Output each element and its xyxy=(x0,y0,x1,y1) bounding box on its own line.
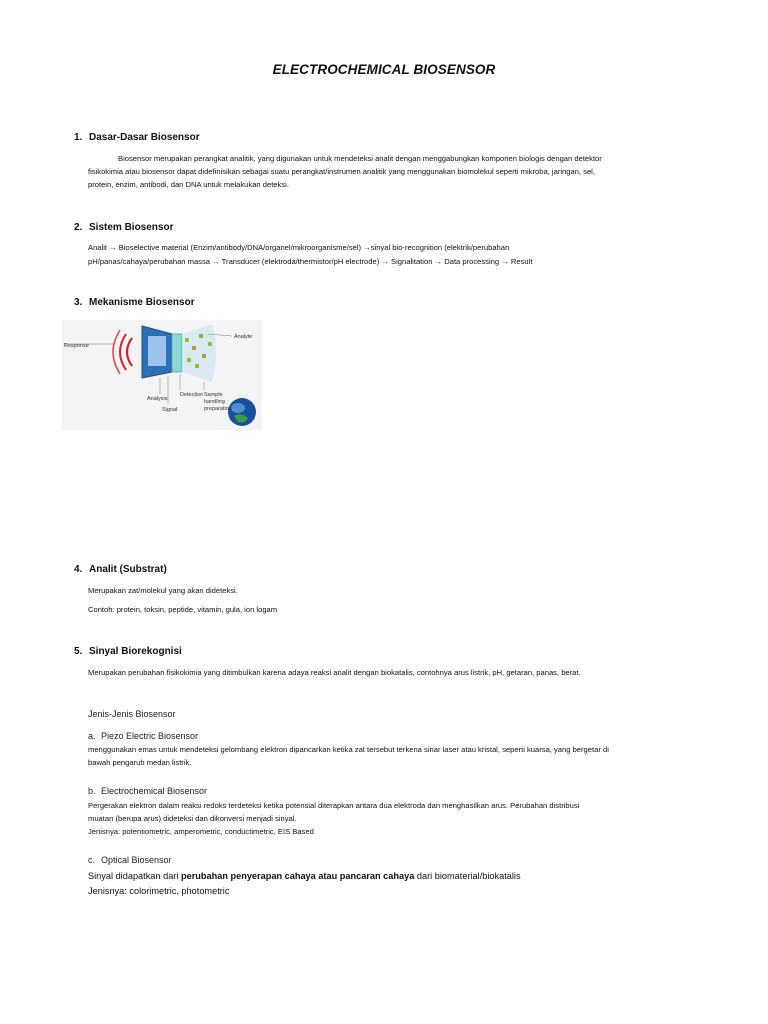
section-number: 5. xyxy=(74,646,83,657)
section-4-line-2: Contoh: protein, toksin, peptide, vitamin, gula, ion logam xyxy=(88,605,278,614)
section-number: 4. xyxy=(74,564,83,575)
label-response: Response xyxy=(64,343,89,349)
type-b-line-2: muatan (berupa arus) dideteksi dan dikonversi menjadi sinyal. xyxy=(88,814,297,823)
label-analysis: Analysis xyxy=(147,396,168,402)
section-4-line-1: Merupakan zat/molekul yang akan dideteksi. xyxy=(88,586,238,595)
section-2-line-1: Analit → Bioselective material (Enzim/antibody/DNA/organel/mikroorganisme/sel) →sinyal bio-recognition (elektrik/perubahan xyxy=(88,243,510,252)
type-a-heading: a. Piezo Electric Biosensor xyxy=(88,731,199,741)
section-number: 1. xyxy=(74,132,83,143)
section-title: Sinyal Biorekognisi xyxy=(89,646,182,657)
type-a-line-1: menggunakan emas untuk mendeteksi gelombang elektron dipancarkan ketika zat tersebut terkena sinar laser atau kristal, seperti kuarsa, yang bergetar di xyxy=(88,745,609,754)
section-title: Mekanisme Biosensor xyxy=(89,297,195,308)
section-1-heading xyxy=(74,132,200,143)
section-title: Analit (Substrat) xyxy=(89,564,167,575)
section-1-line-1: Biosensor merupakan perangkat analitik, yang digunakan untuk mendeteksi analit dengan menggabungkan komponen biologis dengan detektor xyxy=(118,154,602,163)
label-analyte: Analyte xyxy=(234,334,253,340)
section-number: 3. xyxy=(74,297,83,308)
section-2-line-2: pH/panas/cahaya/perubahan massa → Transducer (elektroda/thermistor/pH electrode) → Signalitation → Data processing → Result xyxy=(88,257,533,266)
section-title: Dasar-Dasar Biosensor xyxy=(89,132,200,143)
section-3-heading xyxy=(74,297,195,308)
type-a-line-2: bawah pengaruh medan listrik. xyxy=(88,758,192,767)
section-5-line-1: Merupakan perubahan fisikokimia yang ditimbulkan karena adaya reaksi analit dengan biokatalis, contohnya arus listrik, pH, getaran, panas, berat. xyxy=(88,668,581,677)
section-1-line-3: protein, enzim, antibodi, dan DNA untuk melakukan deteksi. xyxy=(88,180,289,189)
document-title: ELECTROCHEMICAL BIOSENSOR xyxy=(272,62,496,77)
section-number: 2. xyxy=(74,222,83,233)
label-sample: Sample xyxy=(204,392,223,398)
transducer-window xyxy=(148,336,166,366)
label-sample-preparation: preparation xyxy=(204,406,232,412)
section-2-heading xyxy=(74,222,173,233)
type-c-line-2: Jenisnya: colorimetric, photometric xyxy=(88,886,230,896)
type-b-line-3: Jenisnya: potentiometric, amperometric, conductimetric, EIS Based xyxy=(88,827,314,836)
label-detection: Detection xyxy=(180,392,204,398)
section-5-heading xyxy=(74,646,182,657)
type-b-line-1: Pergerakan elektron dalam reaksi redoks terdeteksi ketika potensial diterapkan antara dua elektroda dan menghasilkan arus. Perubahan distribusi xyxy=(88,801,580,810)
label-sample-handling: handling xyxy=(204,399,225,405)
sample-cone xyxy=(182,324,216,382)
biosensor-mechanism-diagram xyxy=(62,320,262,430)
type-b-heading: b. Electrochemical Biosensor xyxy=(88,786,208,796)
types-heading: Jenis-Jenis Biosensor xyxy=(88,709,176,719)
section-4-heading xyxy=(74,564,167,575)
section-1-line-2: fisikokimia atau biosensor dapat didefinisikan sebagai suatu perangkat/instrumen analitik yang menggunakan biomolekul seperti mikroba, jaringan, sel, xyxy=(88,167,595,176)
bioreceptor-layer xyxy=(172,334,182,372)
section-title: Sistem Biosensor xyxy=(89,222,174,233)
type-c-line-1: Sinyal didapatkan dari perubahan penyerapan cahaya atau pancaran cahaya dari biomaterial/biokatalis xyxy=(88,871,521,881)
label-signal: Signal xyxy=(162,407,178,413)
type-c-heading: c. Optical Biosensor xyxy=(88,855,172,865)
